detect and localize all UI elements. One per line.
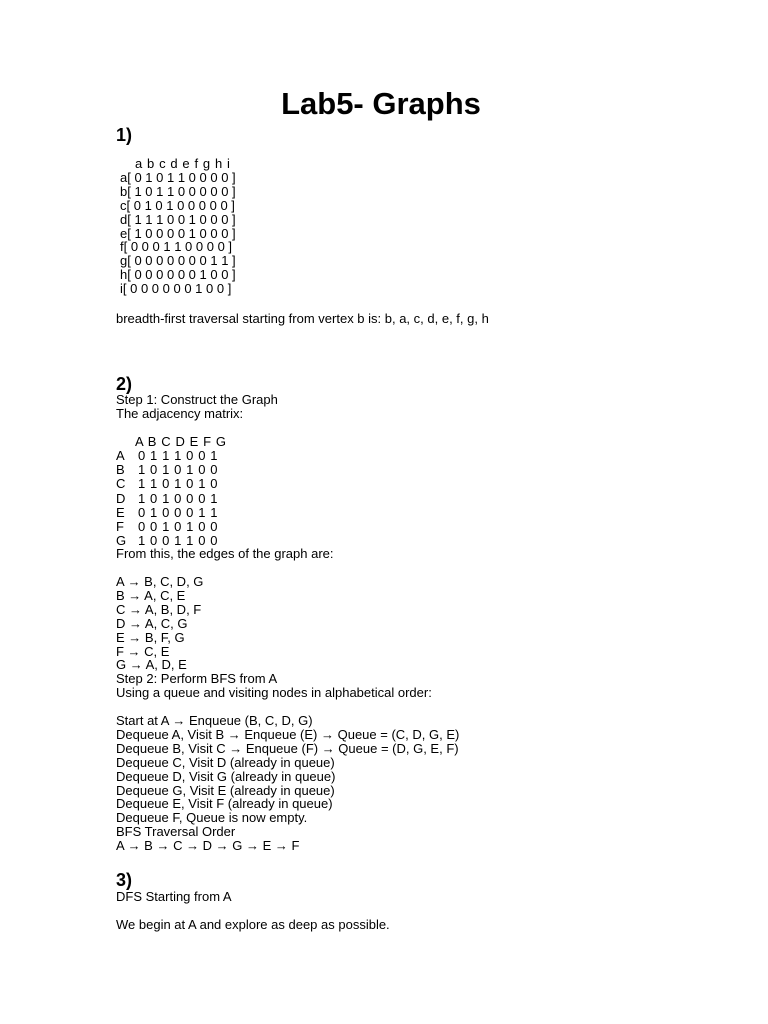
row-key: F [116, 518, 124, 534]
edge-line: F → C, E [116, 643, 170, 659]
row-key: C [116, 476, 126, 492]
step-2-description: Using a queue and visiting nodes in alphabetical order: [116, 685, 432, 701]
adjacency-matrix-1 [120, 157, 236, 296]
row-key: E [116, 504, 125, 520]
edge-line: A → B, C, D, G [116, 574, 204, 589]
row-key: B [116, 462, 125, 478]
matrix-1-row: i[ 0 0 0 0 0 0 1 0 0 ] [120, 281, 232, 297]
matrix-1-row: b[ 1 0 1 1 0 0 0 0 0 ] [120, 183, 236, 199]
section-2-heading: 2) [116, 374, 133, 394]
row-key: G [116, 533, 127, 549]
matrix-2-row [116, 477, 227, 491]
matrix-1-row: h[ 0 0 0 0 0 0 1 0 0 ] [120, 267, 236, 283]
bfs-step-line: Dequeue D, Visit G (already in queue) [116, 768, 336, 784]
edge-line: B → A, C, E [116, 587, 186, 603]
matrix-1-row: c[ 0 1 0 1 0 0 0 0 0 ] [120, 197, 235, 213]
edge-line: E → B, F, G [116, 629, 185, 645]
adjacency-matrix-2 [116, 435, 227, 548]
row-values: 1 1 0 1 0 1 0 [138, 476, 219, 492]
row-values: 0 0 1 0 1 0 0 [138, 518, 219, 534]
matrix-2-header: A B C D E F G [135, 434, 227, 449]
edges-intro: From this, the edges of the graph are: [116, 546, 334, 561]
edge-line: C → A, B, D, F [116, 601, 202, 617]
bfs-step-line: Dequeue C, Visit D (already in queue) [116, 754, 335, 770]
bfs-step-line: Dequeue A, Visit B → Enqueue (E) → Queue = (C, D, G, E) [116, 726, 460, 742]
bfs-order-result: A → B → C → D → G → E → F [116, 838, 300, 854]
matrix-1-row: a[ 0 1 0 1 1 0 0 0 0 ] [120, 169, 236, 185]
row-values: 1 0 1 0 0 0 1 [138, 490, 219, 506]
matrix-1-row: e[ 1 0 0 0 0 1 0 0 0 ] [120, 225, 236, 241]
bfs-step-line: Dequeue G, Visit E (already in queue) [116, 782, 335, 798]
bfs-order-label: BFS Traversal Order [116, 824, 236, 840]
dfs-description: We begin at A and explore as deep as possible. [116, 917, 390, 932]
section-3-heading: 3) [116, 870, 133, 890]
adjacency-label: The adjacency matrix: [116, 406, 244, 421]
matrix-2-row [116, 520, 227, 534]
section-1-heading: 1) [116, 125, 133, 145]
edge-list [116, 575, 432, 700]
step-2-label: Step 2: Perform BFS from A [116, 671, 278, 687]
page-title: Lab5- Graphs [281, 86, 481, 121]
matrix-1-row: g[ 0 0 0 0 0 0 0 1 1 ] [120, 253, 236, 269]
row-key: A [116, 448, 125, 464]
matrix-2-row [116, 449, 227, 463]
edge-line: D → A, C, G [116, 615, 188, 631]
row-values: 0 1 1 1 0 0 1 [138, 448, 219, 464]
matrix-1-header: a b c d e f g h i [135, 156, 231, 171]
bfs-result-1: breadth-first traversal starting from vertex b is: b, a, c, d, e, f, g, h [116, 311, 489, 326]
matrix-2-row [116, 492, 227, 506]
bfs-steps [116, 714, 459, 853]
dfs-label: DFS Starting from A [116, 889, 232, 904]
row-values: 1 0 0 1 1 0 0 [138, 533, 219, 549]
row-key: D [116, 490, 126, 506]
matrix-2-row [116, 506, 227, 520]
matrix-1-row: f[ 0 0 0 1 1 0 0 0 0 ] [120, 239, 233, 255]
matrix-1-row: d[ 1 1 1 0 0 1 0 0 0 ] [120, 211, 236, 227]
bfs-step-line: Dequeue E, Visit F (already in queue) [116, 796, 333, 812]
row-values: 1 0 1 0 1 0 0 [138, 462, 219, 478]
bfs-step-line: Dequeue B, Visit C → Enqueue (F) → Queue = (D, G, E, F) [116, 740, 459, 756]
bfs-step-line: Start at A → Enqueue (B, C, D, G) [116, 713, 313, 728]
edge-line: G → A, D, E [116, 657, 187, 673]
matrix-2-row [116, 463, 227, 477]
row-values: 0 1 0 0 0 1 1 [138, 504, 219, 520]
bfs-step-line: Dequeue F, Queue is now empty. [116, 810, 308, 826]
step-1-label: Step 1: Construct the Graph [116, 392, 278, 407]
